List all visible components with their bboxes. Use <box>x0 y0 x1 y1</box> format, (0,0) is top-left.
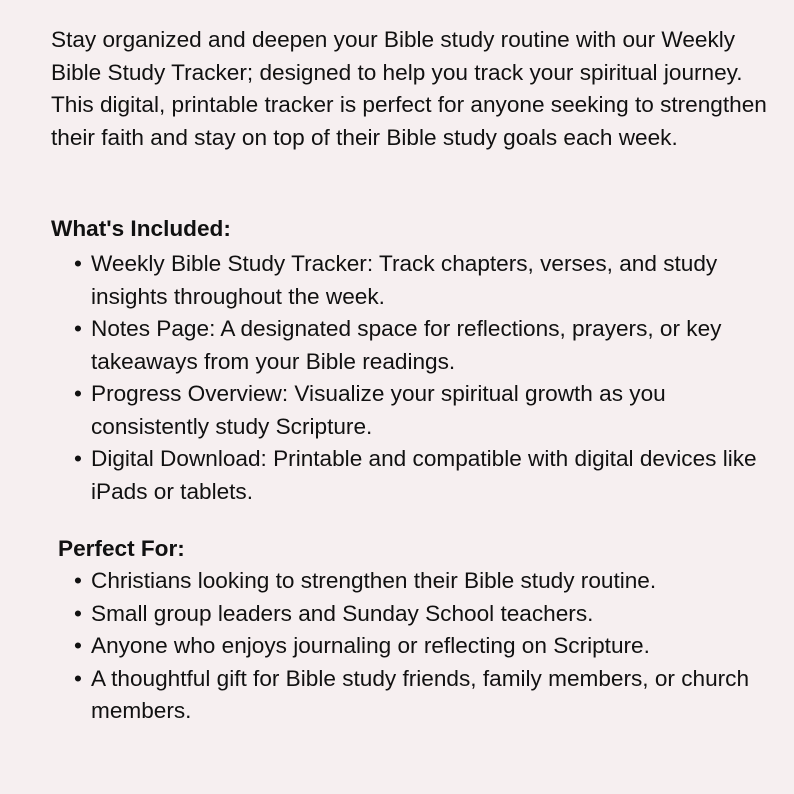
bullet-icon: • <box>74 568 82 593</box>
list-item <box>51 565 771 598</box>
perfect-for-heading: Perfect For: <box>58 536 185 561</box>
list-item-text: Digital Download: Printable and compatible with digital devices like iPads or tablets. <box>91 446 757 504</box>
whats-included-list <box>51 248 771 508</box>
list-item-text: A thoughtful gift for Bible study friends, family members, or church members. <box>91 665 750 723</box>
bullet-icon: • <box>74 665 82 691</box>
list-item-text: Notes Page: A designated space for reflections, prayers, or key takeaways from your Bible readings. <box>91 316 722 374</box>
perfect-for-list <box>51 565 771 728</box>
whats-included-heading: What's Included: <box>51 216 231 241</box>
list-item <box>51 663 771 728</box>
bullet-icon: • <box>74 446 82 471</box>
list-item-text: Small group leaders and Sunday School teachers. <box>91 600 594 626</box>
list-item <box>51 248 771 313</box>
bullet-icon: • <box>74 381 82 406</box>
list-item <box>51 598 771 631</box>
bullet-icon: • <box>74 600 82 626</box>
list-item <box>51 313 771 378</box>
bullet-icon: • <box>74 251 82 276</box>
list-item <box>51 378 771 443</box>
list-item-text: Progress Overview: Visualize your spiritual growth as you consistently study Scripture. <box>91 381 666 439</box>
intro-paragraph: Stay organized and deepen your Bible study routine with our Weekly Bible Study Tracker; designed to help you track your spiritual journey. This digital, printable tracker is perfect for anyone seeking to strengthen their faith and stay on top of their Bible study goals each week. <box>51 27 767 150</box>
list-item-text: Christians looking to strengthen their Bible study routine. <box>91 568 657 593</box>
list-item-text: Weekly Bible Study Tracker: Track chapters, verses, and study insights throughout the week. <box>91 251 718 309</box>
list-item <box>51 630 771 663</box>
bullet-icon: • <box>74 316 82 341</box>
list-item-text: Anyone who enjoys journaling or reflecting on Scripture. <box>91 633 650 658</box>
list-item <box>51 443 771 508</box>
bullet-icon: • <box>74 633 82 658</box>
